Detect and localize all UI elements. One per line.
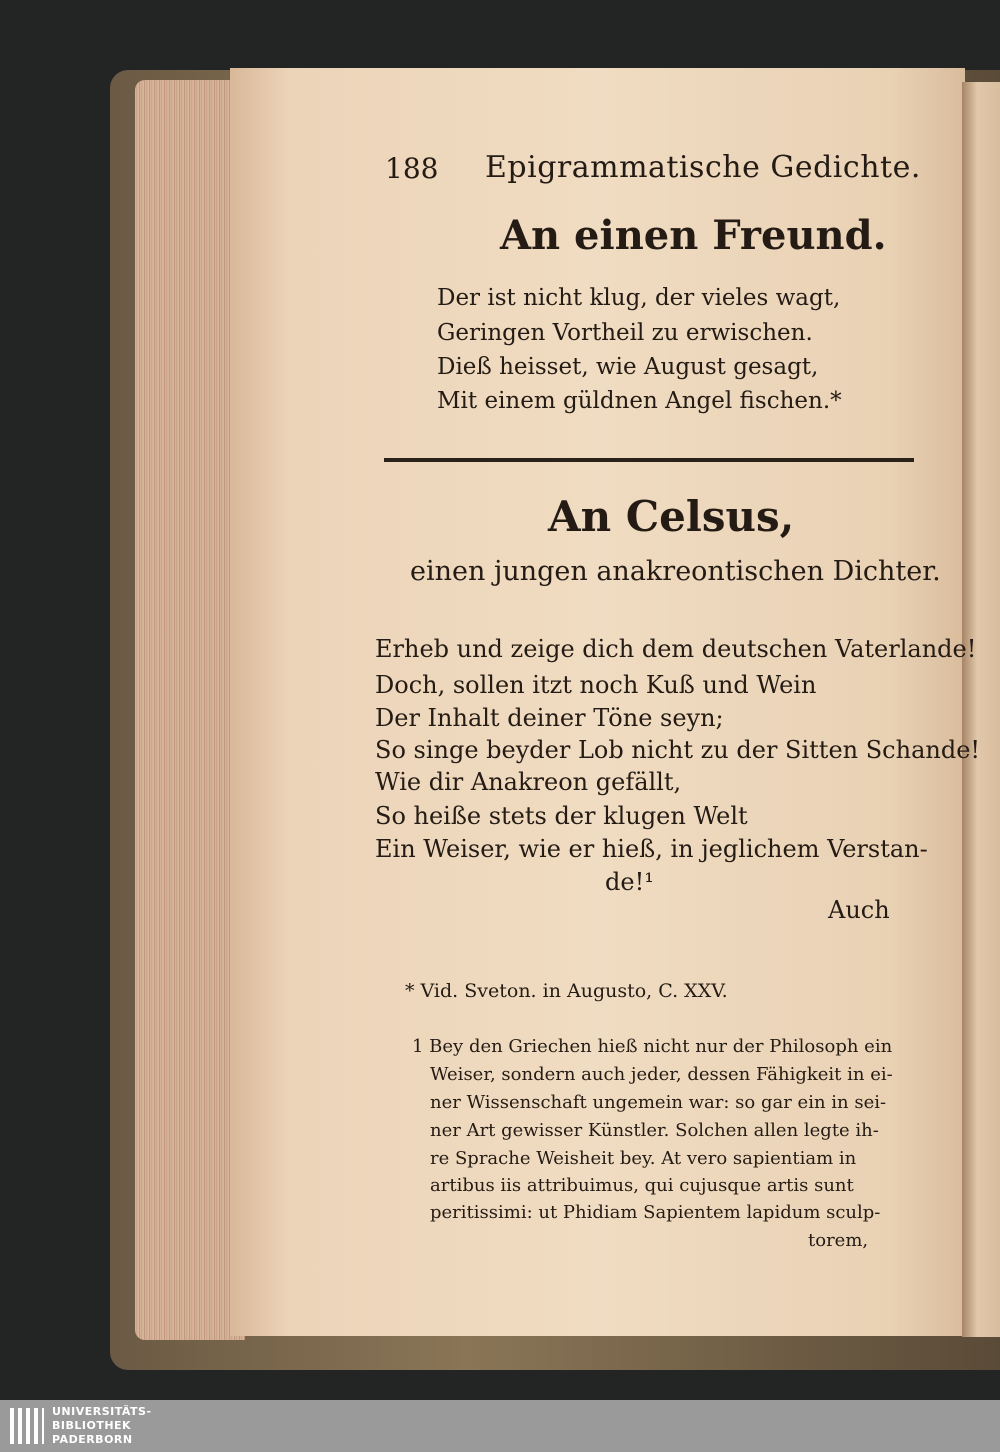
poem2-line: Wie dir Anakreon gefällt, — [375, 768, 682, 796]
poem1-line: Der ist nicht klug, der vieles wagt, — [437, 285, 841, 311]
poem2-line: So singe beyder Lob nicht zu der Sitten Schande! — [375, 736, 981, 764]
footnote-line: peritissimi: ut Phidiam Sapientem lapidum sculp- — [430, 1202, 881, 1223]
logo-line: PADERBORN — [52, 1433, 133, 1446]
running-head: Epigrammatische Gedichte. — [485, 150, 921, 185]
poem1-line: Mit einem güldnen Angel fischen.* — [437, 388, 842, 414]
poem2-line: Der Inhalt deiner Töne seyn; — [375, 704, 724, 732]
section-rule — [384, 458, 914, 462]
facing-page-edge — [962, 82, 1000, 1337]
footnote-line: torem, — [808, 1230, 869, 1251]
catchword: Auch — [828, 896, 890, 924]
footnote-line: re Sprache Weisheit bey. At vero sapientiam in — [430, 1148, 857, 1169]
poem1-line: Dieß heisset, wie August gesagt, — [437, 354, 819, 380]
poem2-line: Doch, sollen itzt noch Kuß und Wein — [375, 671, 817, 699]
logo-line: BIBLIOTHEK — [52, 1419, 132, 1432]
logo-line: UNIVERSITÄTS- — [52, 1405, 152, 1418]
footnote-line: ner Art gewisser Künstler. Solchen allen legte ih- — [430, 1120, 879, 1141]
footnote-star: * Vid. Sveton. in Augusto, C. XXV. — [405, 980, 728, 1002]
library-logo-bar — [0, 1400, 1000, 1452]
poem2-line: de!¹ — [605, 868, 654, 896]
footnote-line: ner Wissenschaft ungemein war: so gar ein in sei- — [430, 1092, 887, 1113]
footnote-line: Weiser, sondern auch jeder, dessen Fähigkeit in ei- — [430, 1064, 893, 1085]
poem2-line: So heiße stets der klugen Welt — [375, 802, 748, 830]
poem2-subtitle: einen jungen anakreontischen Dichter. — [410, 556, 941, 587]
poem1-line: Geringen Vortheil zu erwischen. — [437, 320, 813, 346]
footnote-line: artibus iis attribuimus, qui cujusque artis sunt — [430, 1175, 854, 1196]
poem2-line: Erheb und zeige dich dem deutschen Vaterlande! — [375, 635, 977, 663]
poem2-title: An Celsus, — [548, 492, 795, 541]
library-logo-icon — [10, 1408, 44, 1444]
page-edges — [135, 80, 245, 1340]
poem2-line: Ein Weiser, wie er hieß, in jeglichem Verstan- — [375, 835, 928, 863]
poem1-title: An einen Freund. — [500, 212, 887, 259]
page-number: 188 — [385, 152, 439, 185]
footnote-line: 1 Bey den Griechen hieß nicht nur der Philosoph ein — [412, 1036, 893, 1057]
